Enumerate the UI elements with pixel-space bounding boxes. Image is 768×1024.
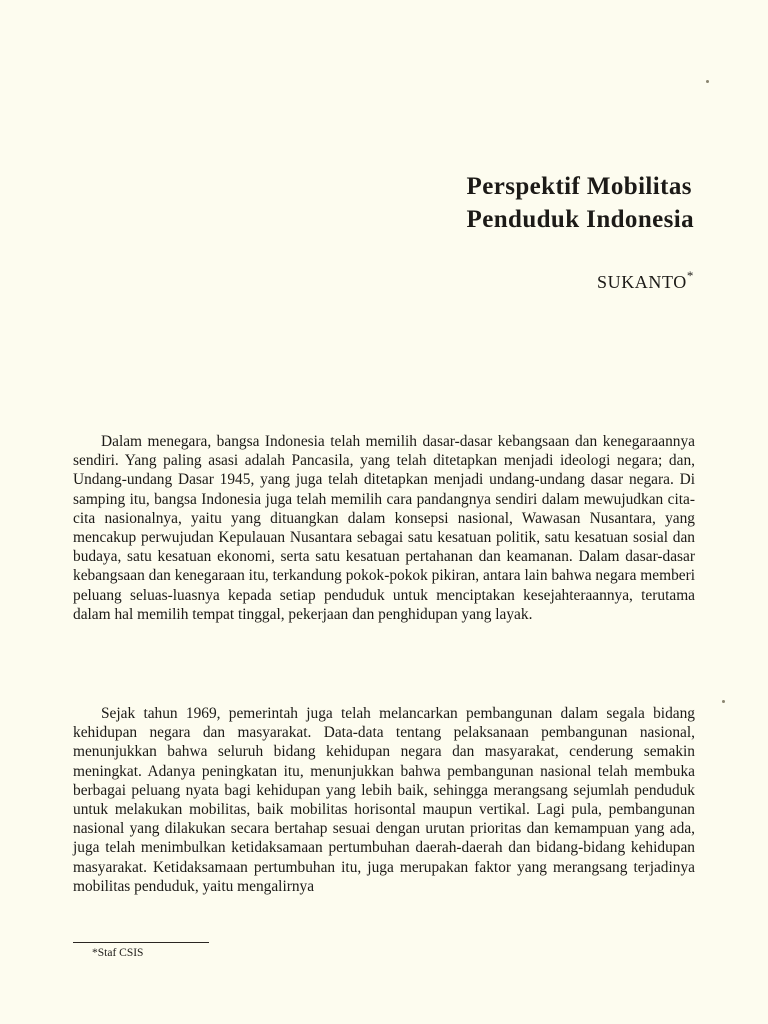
paper-speck: [722, 700, 725, 703]
body-paragraph: Dalam menegara, bangsa Indonesia telah memilih dasar-dasar kebangsaan dan kenegaraannya sendiri. Yang paling asasi adalah Pancasila, yang telah ditetapkan menjadi ideologi negara; dan, Undang-undang Dasar 1945, yang juga telah ditetapkan menjadi undang-undang dasar negara. Di samping itu, bangsa Indonesia juga telah memilih cara pandangnya sendiri dalam mewujudkan cita-cita nasionalnya, yaitu yang dituangkan dalam konsepsi nasional, Wawasan Nusantara, yang mencakup perwujudan Kepulauan Nusantara sebagai satu kesatuan politik, satu kesatuan sosial dan budaya, satu kesatuan ekonomi, serta satu kesatuan pertahanan dan keamanan. Dalam dasar-dasar kebangsaan dan kenegaraan itu, terkandung pokok-pokok pikiran, antara lain bahwa negara memberi peluang seluas-luasnya kepada setiap penduduk untuk menciptakan kesejahteraannya, terutama dalam hal memilih tempat tinggal, pekerjaan dan penghidupan yang layak.: [73, 433, 695, 623]
title-line-2: Penduduk Indonesia: [466, 206, 694, 233]
author-text: SUKANTO: [597, 272, 687, 292]
author-name: [597, 268, 694, 293]
author-footnote-mark: *: [686, 268, 694, 283]
body-paragraph-2-block: [73, 704, 695, 896]
paper-speck: [706, 80, 709, 83]
title-line-1: Perspektif Mobilitas: [466, 173, 692, 200]
article-title: [467, 170, 694, 236]
body-paragraph-1-block: [73, 432, 695, 624]
footnote: *Staf CSIS: [92, 947, 144, 959]
body-paragraph: Sejak tahun 1969, pemerintah juga telah melancarkan pembangunan dalam segala bidang kehidupan negara dan masyarakat. Data-data tentang pelaksanaan pembangunan nasional, menunjukkan bahwa seluruh bidang kehidupan negara dan masyarakat, cenderung semakin meningkat. Adanya peningkatan itu, menunjukkan bahwa pembangunan nasional telah membuka berbagai peluang nyata bagi kehidupan yang lebih baik, sehingga merangsang sejumlah penduduk untuk melakukan mobilitas, baik mobilitas horisontal maupun vertikal. Lagi pula, pembangunan nasional yang dilakukan secara bertahap sesuai dengan urutan prioritas dan kemampuan yang ada, juga telah menimbulkan ketidaksamaan pertumbuhan daerah-daerah dan bidang-bidang kehidupan masyarakat. Ketidaksamaan pertumbuhan itu, juga merupakan faktor yang merangsang terjadinya mobilitas penduduk, yaitu mengalirnya: [73, 705, 695, 895]
footnote-divider: [73, 942, 209, 943]
